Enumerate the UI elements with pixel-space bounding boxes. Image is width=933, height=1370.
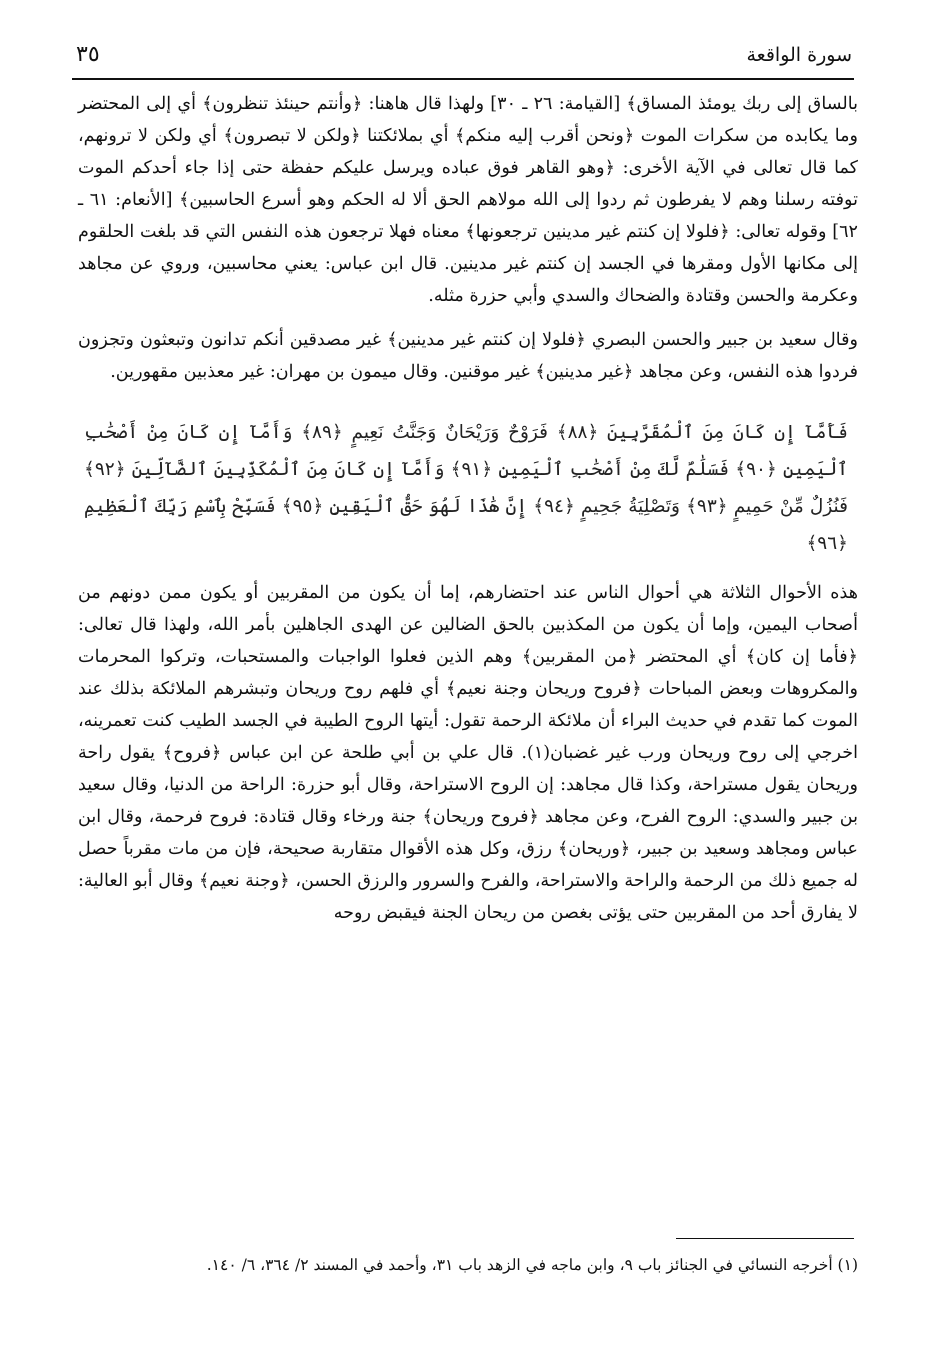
footnote-divider xyxy=(676,1238,854,1239)
page-number: ٣٥ xyxy=(76,42,100,67)
paragraph-said-ibn-jubair: وقال سعيد بن جبير والحسن البصري ﴿فلولا إن كنتم غير مدينين﴾ غير مصدقين أنكم تدانون وتبعثون وتجزون فردوا هذه النفس، وعن مجاهد ﴿غير مدينين﴾ غير موقنين. وقال ميمون بن مهران: غير معذبين مقهورين. xyxy=(78,330,858,382)
paragraph-intro: بالساق إلى ربك يومئذ المساق﴾ [القيامة: ٢٦ ـ ٣٠] ولهذا قال هاهنا: ﴿وأنتم حينئذ تنظرون﴾ أي إلى المحتضر وما يكابده من سكرات الموت ﴿ونحن أقرب إليه منكم﴾ أي بملائكتنا ﴿ولكن لا تبصرون﴾ أي ولكن لا ترونهم، كما قال تعالى في الآية الأخرى: ﴿وهو القاهر فوق عباده ويرسل عليكم حفظة حتى إذا جاء أحدكم الموت توفته رسلنا وهم لا يفرطون ثم ردوا إلى الله مولاهم الحق ألا له الحكم وهو أسرع الحاسبين﴾ [الأنعام: ٦١ ـ ٦٢] وقوله تعالى: ﴿فلولا إن كنتم غير مدينين ترجعونها﴾ معناه فهلا ترجعون هذه النفس التي قد بلغت الحلقوم إلى مكانها الأول ومقرها في الجسد إن كنتم غير مدينين. قال ابن عباس: يعني محاسبين، وروي عن مجاهد وعكرمة والحسن وقتادة والضحاك والسدي وأبي حزرة مثله. xyxy=(78,94,859,306)
paragraph-tafsir: هذه الأحوال الثلاثة هي أحوال الناس عند احتضارهم، إما أن يكون من المقربين أو يكون ممن دونهم من أصحاب اليمين، وإما أن يكون من المكذبين بالحق الضالين عن الهدى الجاهلين بأمر الله، ولهذا قال تعالى: ﴿فأما إن كان﴾ أي المحتضر ﴿من المقربين﴾ وهم الذين فعلوا الواجبات والمستحبات، وتركوا المحرمات والمكروهات وبعض المباحات ﴿فروح وريحان وجنة نعيم﴾ أي فلهم روح وريحان وتبشرهم الملائكة بذلك عند الموت كما تقدم في حديث البراء أن ملائكة الرحمة تقول: أيتها الروح الطيبة في الجسد الطيب كنت تعمرينه، اخرجي إلى روح وريحان ورب غير غضبان(١). قال علي بن أبي طلحة عن ابن عباس ﴿فروح﴾ يقول راحة وريحان يقول مستراحة، وكذا قال مجاهد: إن الروح الاستراحة، وقال أبو حزرة: الراحة من الدنيا، وقال سعيد بن جبير والسدي: الروح الفرح، وعن مجاهد ﴿فروح وريحان﴾ جنة ورخاء وقال قتادة: فروح فرحمة، وقال ابن عباس ومجاهد وسعيد بن جبير، ﴿وريحان﴾ رزق، وكل هذه الأقوال متقاربة صحيحة، فإن من مات مقرباً حصل له جميع ذلك من الرحمة والراحة والاستراحة، والفرح والسرور والرزق الحسن، ﴿وجنة نعيم﴾ وقال أبو العالية: لا يفارق أحد من المقربين حتى يؤتى بغصن من ريحان الجنة فيقبض روحه xyxy=(78,583,858,923)
page-header xyxy=(72,40,854,80)
quran-verse-block: فَأَمَّآ إِن كَانَ مِنَ ٱلْمُقَرَّبِينَ ﴿٨٨﴾ فَرَوْحٌ وَرَيْحَانٌ وَجَنَّتُ نَعِيمٍ ﴿٨٩﴾ وَأَمَّآ إِن كَانَ مِنْ أَصْحَٰبِ ٱلْيَمِينِ ﴿٩٠﴾ فَسَلَٰمٌ لَّكَ مِنْ أَصْحَٰبِ ٱلْيَمِينِ ﴿٩١﴾ وَأَمَّآ إِن كَانَ مِنَ ٱلْمُكَذِّبِينَ ٱلضَّآلِّينَ ﴿٩٢﴾ فَنُزُلٌ مِّنْ حَمِيمٍ ﴿٩٣﴾ وَتَصْلِيَةُ جَحِيمٍ ﴿٩٤﴾ إِنَّ هَٰذَا لَهُوَ حَقُّ ٱلْيَقِينِ ﴿٩٥﴾ فَسَبِّحْ بِٱسْمِ رَبِّكَ ٱلْعَظِيمِ ﴿٩٦﴾ xyxy=(84,422,848,554)
surah-title: سورة الواقعة xyxy=(746,44,852,66)
page-body xyxy=(78,88,858,929)
footnote: (١) أخرجه النسائي في الجنائز باب ٩، وابن ماجه في الزهد باب ٣١، وأحمد في المسند ٢/ ٣٦٤، ٦/ ١٤٠. xyxy=(206,1256,858,1274)
